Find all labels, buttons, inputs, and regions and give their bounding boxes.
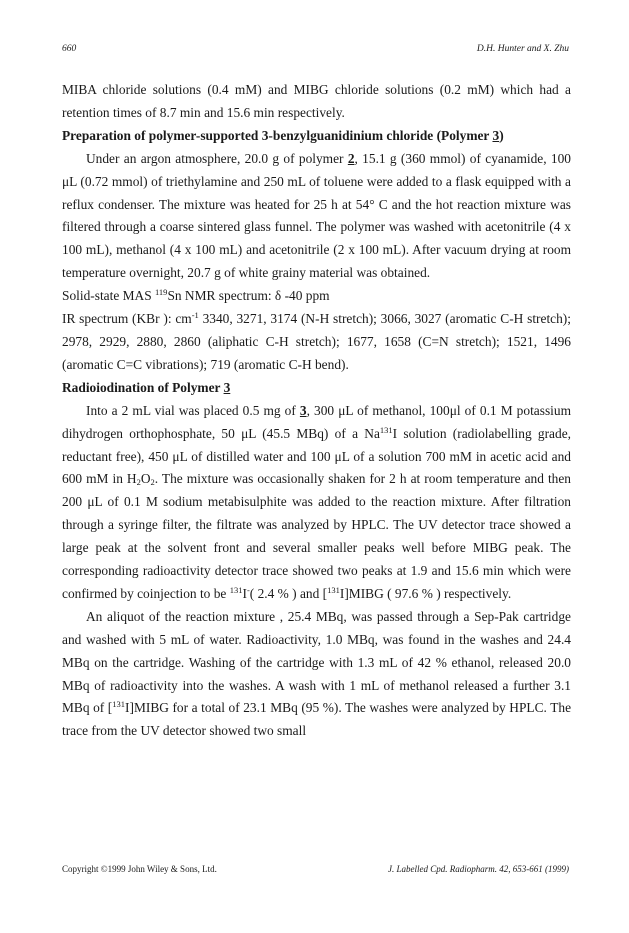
article-body [62,79,571,743]
compound-number: 3 [492,127,500,143]
superscript: 131 [229,584,243,595]
text-run: Into a 2 mL vial was placed 0.5 mg of [86,402,300,418]
heading-text: Preparation of polymer-supported 3-benzylguanidinium chloride (Polymer [62,127,493,143]
text-run: ( 2.4 % ) and [ [249,585,328,601]
text-run: I [242,585,247,601]
paragraph-intro: MIBA chloride solutions (0.4 mM) and MIBG chloride solutions (0.2 mM) which had a retention times of 8.7 min and 15.6 min respectively. [62,82,571,120]
superscript: 119 [155,287,168,298]
journal-citation: J. Labelled Cpd. Radiopharm. 42, 653-661 (1999) [388,864,569,874]
text-run: I solution (radiolabelling grade, reductant free), 450 μL of distilled water and 100 μL of a solution 700 mM in acetic acid and 600 mM in H [62,425,571,487]
superscript: -1 [191,310,199,321]
heading-text: Radioiodination of Polymer [62,379,224,395]
text-run: O [140,471,151,487]
text-run: . The mixture was occasionally shaken for 2 h at room temperature and then 200 μL of 0.1 M sodium metabisulphite was added to the reaction mixture. After filtration through a syringe filter, the filtrate was analyzed by HPLC. The UV detector trace showed a large peak at the solvent front and several smaller peaks well before MIBG peak. The corresponding radioactivity detector trace showed two peaks at 1.9 and 15.6 min which were confirmed by coinjection to be [62,471,571,601]
subscript: 2 [136,477,141,488]
text-run: IR spectrum (KBr ): cm [62,311,192,327]
copyright-notice: Copyright ©1999 John Wiley & Sons, Ltd. [62,864,217,874]
compound-number: 2 [347,150,355,166]
superscript: 131 [379,424,393,435]
text-run: An aliquot of the reaction mixture , 25.4 MBq, was passed through a Sep-Pak cartridge and washed with 5 mL of water. Radioactivity, 1.0 MBq, was found in the washes and 24.4 MBq on the cartridge. Washing of the cartridge with 1.3 mL of 42 % ethanol, released 20.0 MBq of radioactivity into the washes. A wash with 1 mL of methanol released a further 3.1 MBq of [ [62,608,571,716]
text-run: I]MIBG ( 97.6 % ) respectively. [339,585,512,601]
text-run: Under an argon atmosphere, 20.0 g of polymer [86,150,348,166]
text-run: , 300 μL of methanol, 100μl of 0.1 M potassium dihydrogen orthophosphate, 50 μL (45.5 MBq) of a Na [62,402,571,441]
heading-close: ) [499,127,504,143]
page-number: 660 [62,44,77,54]
text-run: I]MIBG for a total of 23.1 MBq (95 %). The washes were analyzed by HPLC. The trace from the UV detector showed two small [62,700,572,739]
subscript: 2 [150,477,155,488]
compound-number: 3 [223,379,231,395]
section-heading-radioiodination [62,377,571,400]
paragraph-preparation [62,148,571,285]
paragraph-radioiodination [62,400,571,606]
paragraph-aliquot [62,606,571,743]
paragraph-ir [62,308,571,377]
superscript: - [246,584,250,595]
page-footer [62,864,569,874]
compound-number: 3 [299,402,307,418]
text-run: , 15.1 g (360 mmol) of cyanamide, 100 μL (0.72 mmol) of triethylamine and 250 mL of toluene were added to a flask equipped with a reflux condenser. The mixture was heated for 25 h at 54° C and the hot reaction mixture was filtered through a coarse sintered glass funnel. The polymer was washed with acetonitrile (4 x 100 mL), methanol (4 x 100 mL) and acetonitrile (2 x 100 mL). After vacuum drying at room temperature overnight, 20.7 g of white grainy material was obtained. [62,150,571,281]
superscript: 131 [327,584,340,595]
paragraph-nmr [62,285,571,308]
superscript: 131 [112,699,126,710]
text-run: 3340, 3271, 3174 (N-H stretch); 3066, 3027 (aromatic C-H stretch); 2978, 2929, 2880, 2860 (aliphatic C-H stretch); 1677, 1658 (C=N stretch); 1521, 1496 (aromatic C=C vibrations); 719 (aromatic C-H bend). [62,311,571,372]
text-run: Solid-state MAS [62,288,155,304]
running-header [62,44,569,54]
text-run: Sn NMR spectrum: δ -40 ppm [167,288,330,304]
section-heading-preparation [62,125,571,148]
running-authors: D.H. Hunter and X. Zhu [476,44,569,54]
